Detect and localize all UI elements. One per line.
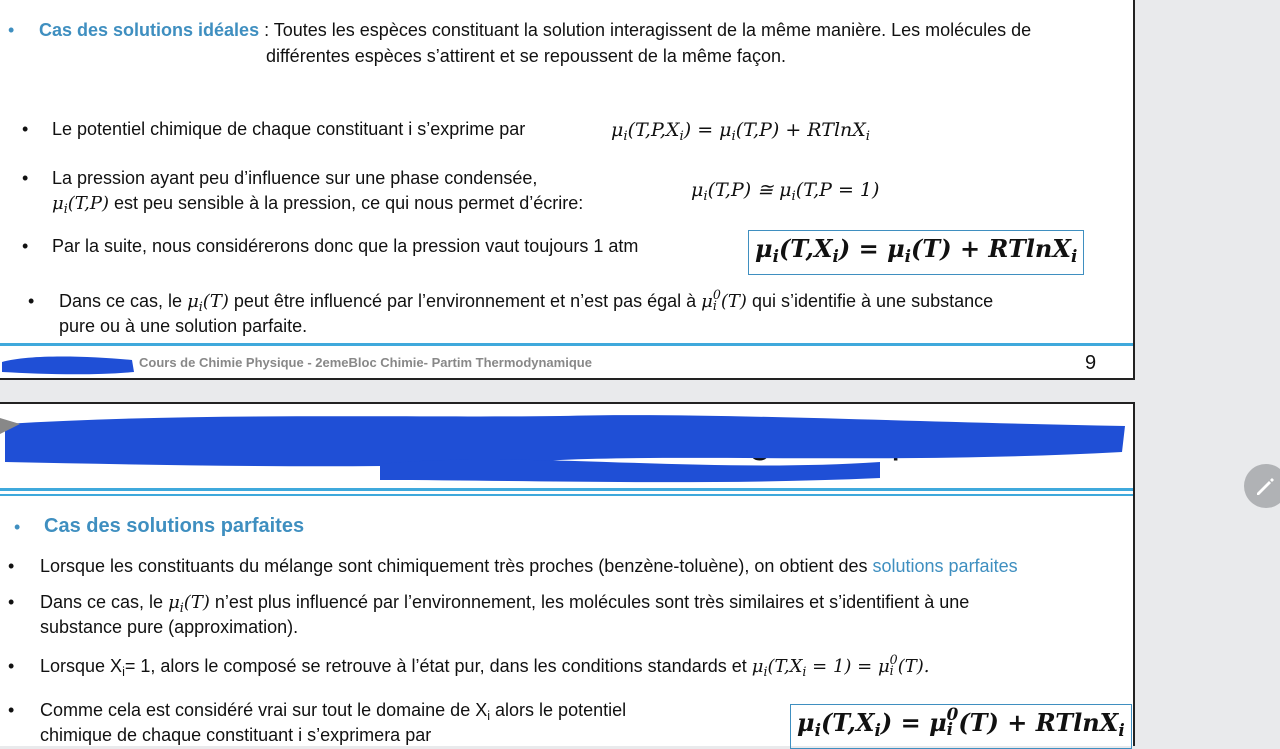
bullet-whole-domain-line1: Comme cela est considéré vrai sur tout le domaine de $X_i$ alors le potentiel [40,700,627,723]
perfect-solutions-heading: Cas des solutions parfaites [44,515,305,537]
ideal-solutions-heading: Cas des solutions idéales [39,20,260,40]
bullet: • [28,291,35,311]
bullet-environment-line2: pure ou à une solution parfaite. [59,316,308,336]
bullet-pressure-line2: $\mu_i(T,P)$ est peu sensible à la pression, ce qui nous permet d’écrire: [52,193,584,216]
equation-mu-perfect-boxed: $\mu_i(T,X_i) = \mu$ 0 i (T) + RTlnX$_i$ [790,704,1132,749]
bullet-similar-molecules-line1: Dans ce cas, le $\mu_i(T)$ n’est plus influencé par l’environnement, les molécules sont très similaires et s’identifient à une [40,592,970,615]
ideal-solutions-text: : Toutes les espèces constituant la solution interagissent de la même manière. Les molécules de [259,20,1032,40]
bullet: • [14,517,21,537]
bullet-environment-line1: Dans ce cas, le $\mu_i(T)$ peut être influencé par l’environnement et n’est pas égal à μ 0 i (T) qui s’identifie à une substance [59,287,994,314]
bullet: • [8,656,15,676]
bullet: • [22,236,29,256]
equation-mu-ideal: $\mu_i(T,P,X_i) = \mu_i(T,P) + RTlnX_i$ [611,119,871,144]
bullet: • [8,556,15,576]
bullet-pressure-line1: La pression ayant peu d’influence sur une phase condensée, [52,168,538,188]
equation-mu-approx: $\mu_i(T,P)$ ≅ $\mu_i(T,P = 1)$ [691,179,880,204]
bullet: • [22,119,29,139]
bullet: • [8,592,15,612]
ideal-solutions-line1 [39,18,1031,43]
redacted-title-scribble [0,404,1135,484]
title-underline-thin [0,494,1133,496]
bullet-similar-molecules-line2: substance pure (approximation). [40,617,299,637]
bullet-chemical-potential: Le potentiel chimique de chaque constituant i s’exprime par [52,119,526,139]
footer-text: Cours de Chimie Physique - 2emeBloc Chimie- Partim Thermodynamique [139,355,592,370]
slide-10 [0,402,1135,746]
bullet-pressure-1atm: Par la suite, nous considérerons donc que la pression vaut toujours 1 atm [52,236,639,256]
footer-bar [0,343,1133,346]
bullet: • [8,20,15,40]
edit-button[interactable] [1244,464,1280,508]
perfect-solutions-highlight: solutions parfaites [872,556,1018,576]
bullet: • [22,168,29,188]
redaction-scribble [0,350,140,378]
ideal-solutions-line2: différentes espèces s’attirent et se repoussent de la même façon. [266,46,786,66]
bullet: • [8,700,15,720]
bullet-whole-domain-line2: chimique de chaque constituant i s’exprimera par [40,725,432,745]
bullet-pure-state: Lorsque $X_i= 1$, alors le composé se retrouve à l’état pur, dans les conditions standards et $\mu_i(T,X_i = 1) = \mu$ 0 i (T). [40,652,930,679]
slide-9 [0,0,1135,380]
bullet-benzene-toluene: Lorsque les constituants du mélange sont chimiquement très proches (benzène-toluène), on obtient des solutions parfaites [40,556,1018,576]
pencil-icon [1244,464,1280,508]
title-underline [0,488,1133,491]
equation-mu-boxed: $\mu_i(T,X_i) = \mu_i(T) + RTlnX_i$ [748,230,1084,275]
page-number: 9 [1085,352,1097,374]
